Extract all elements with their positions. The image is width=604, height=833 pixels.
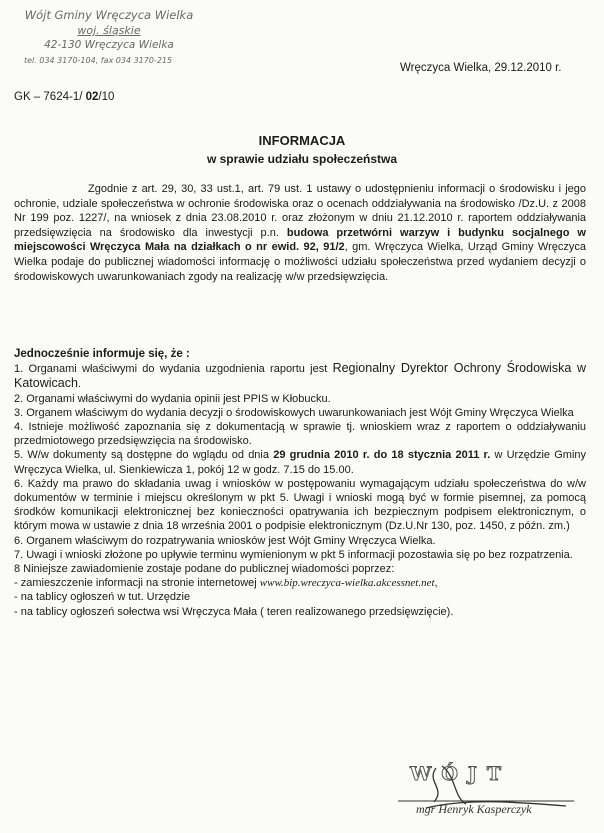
intro-text-1: Zgodnie z art. 29, 30, 33 ust.1, art. 79 ust. 1 ustawy o udostępnieniu informacji o środowisku i jego ochronie, udziale społeczeństwa w ochronie środowiska oraz o ocenach oddziaływania na środowisko /Dz.U. z 2008 Nr 199 poz. 1227/, na wniosek z dnia 23.08.2010 r. oraz złożonym w dniu 21.12.2010 r. raportem oddziaływania przedsięwzięcia na środowisko dla inwestycji p.n. [14, 183, 586, 239]
office-stamp [14, 8, 204, 68]
reference-suffix: /10 [98, 91, 115, 103]
stamp-office-name: Wójt Gminy Wręczyca Wielka [24, 8, 194, 22]
list-item-1-end: . [77, 378, 81, 391]
intro-investment-name: budowa przetwórni warzyw i budynku socjalnego w miejscowości Wręczyca Mała na działkach o nr ewid. 92, 91/2 [14, 226, 586, 254]
list-item-1-text: 1. Organami właściwymi do wydania uzgodnienia raportu jest [14, 363, 333, 376]
list-item: 4. Istnieje możliwość zapoznania się z dokumentacją w sprawie tj. wnioskiem wraz z raportem o oddziaływaniu przedmiotowego przedsięwzięcia na środowisko. [14, 421, 586, 448]
list-item: 3. Organem właściwym do wydania decyzji o środowiskowych uwarunkowaniach jest Wójt Gminy Wręczyca Wielka [14, 406, 574, 419]
list-item-1-authority: Regionalny Dyrektor Ochrony Środowiska w Katowicach [14, 361, 586, 391]
document-title: INFORMACJA [258, 133, 346, 148]
list-item [14, 361, 586, 391]
list-item: 2. Organami właściwymi do wydania opinii jest PPIS w Kłobucku. [14, 392, 331, 405]
stamp-province: woj. śląskie [77, 24, 141, 37]
list-item-5-dates: 29 grudnia 2010 r. do 18 stycznia 2011 r. [273, 449, 491, 462]
list-item: 6. Organem właściwym do rozpatrywania wniosków jest Wójt Gminy Wręczyca Wielka. [14, 534, 436, 547]
document-subtitle: w sprawie udziału społeczeństwa [206, 152, 398, 166]
list-item-5-text: 5. W/w dokumenty są dostępne do wglądu od dnia [14, 449, 274, 462]
list-item-5-place: w Urzędzie Gminy Wręczyca Wielka, ul. Sienkiewicza 1, pokój 12 w godz. 7.15 do 15.00. [14, 449, 587, 476]
list-item [14, 576, 586, 590]
information-list [14, 347, 586, 619]
list-item: 6. Każdy ma prawo do składania uwag i wniosków w postępowaniu wymagającym udziału społeczeństwa do w/w dokumentów w terminie i miejscu określonym w pkt 5. Uwagi i wnioski mogą być w formie pisemnej, za pomocą środków komunikacji elektronicznej bez konieczności opatrywania ich bezpiecznym podpisem elektronicznym, o którym mowa w ustawie z dnia 18 września 2001 o podpisie elektronicznym (Dz.U.Nr 130, poz. 1450, z późn. zm.) [14, 477, 586, 533]
stamp-phone: tel. 034 3170-104, fax 034 3170-215 [24, 56, 173, 65]
signature-title: WÓJT [410, 763, 512, 785]
bip-website-link[interactable]: www.bip.wreczyca-wielka.akcessnet.net [259, 577, 435, 590]
list-item-8a-end: , [434, 577, 438, 590]
list-item [14, 448, 586, 476]
reference-prefix: GK – 7624-1/ [14, 91, 86, 103]
list-heading: Jednocześnie informuje się, że : [14, 348, 190, 360]
list-item: - na tablicy ogłoszeń sołectwa wsi Wręczyca Mała ( teren realizowanego przedsięwzięcie). [14, 605, 454, 618]
reference-bold: 02 [85, 91, 99, 103]
intro-text-2: , gm. Wręczyca Wielka, Urząd Gminy Wręczyca Wielka podaje do publicznej wiadomości informację o możliwości udziału społeczeństwa przed wydaniem decyzji o środowiskowych uwarunkowaniach zgody na realizację w/w przedsięwzięcia. [14, 241, 586, 283]
list-item: 8 Niniejsze zawiadomienie zostaje podane do publicznej wiadomości poprzez: [14, 563, 395, 576]
list-item-8a-text: - zamieszczenie informacji na stronie internetowej [14, 577, 260, 590]
list-item: 7. Uwagi i wnioski złożone po upływie terminu wymienionym w pkt 5 informacji pozostawia się po bez rozpatrzenia. [14, 548, 573, 561]
stamp-address: 42-130 Wręczyca Wielka [44, 39, 174, 51]
intro-paragraph [14, 182, 586, 284]
signature-stamp [396, 758, 596, 818]
reference-number [14, 91, 114, 103]
list-item: - na tablicy ogłoszeń w tut. Urzędzie [14, 591, 191, 604]
place-date: Wręczyca Wielka, 29.12.2010 r. [400, 62, 562, 74]
signatory-name: mgr Henryk Kasperczyk [416, 802, 532, 816]
